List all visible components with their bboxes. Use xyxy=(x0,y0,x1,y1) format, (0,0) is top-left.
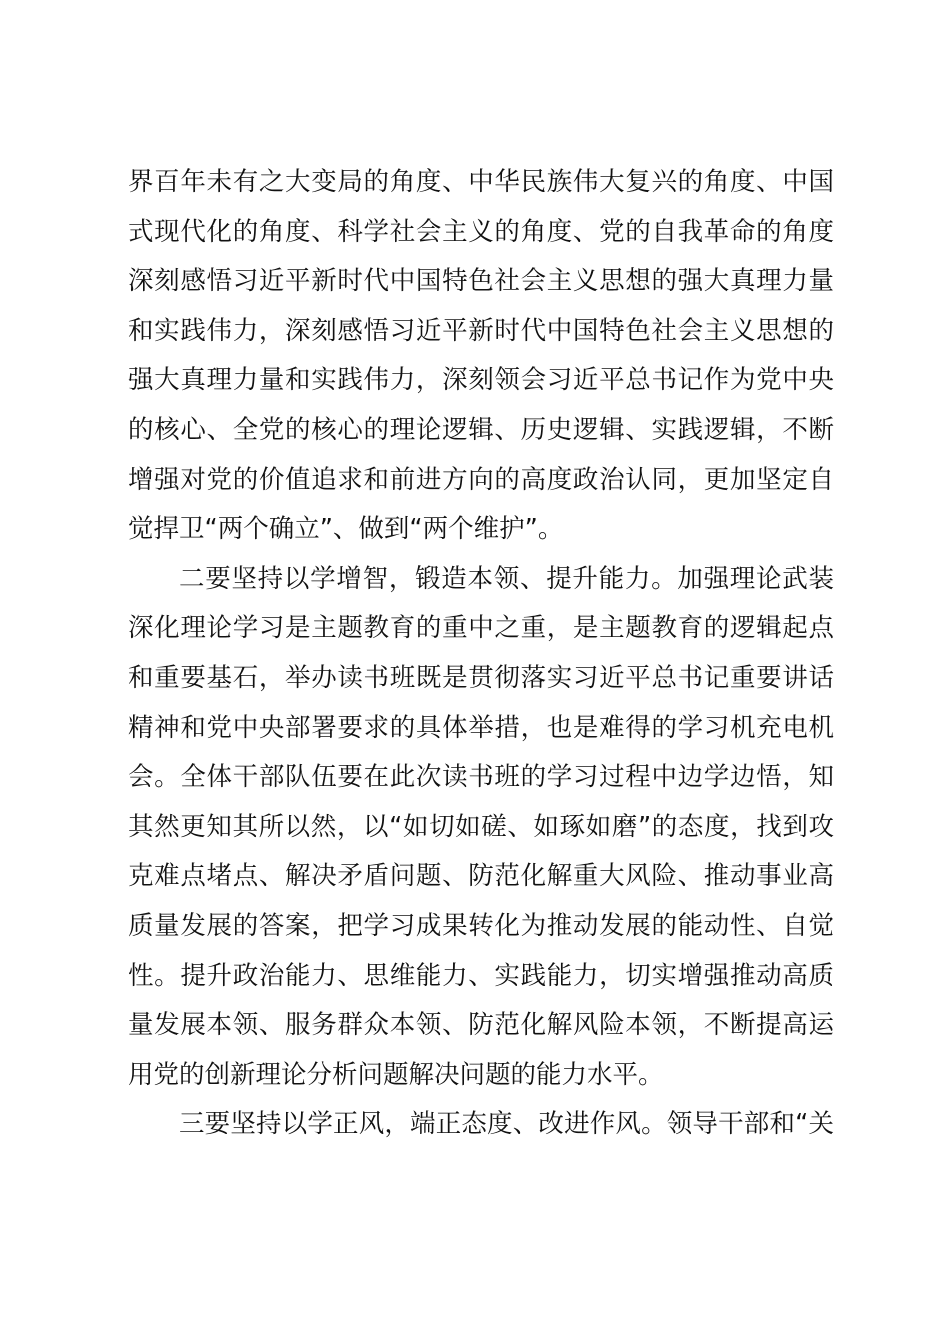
text-line: 增强对党的价值追求和前进方向的高度政治认同，更加坚定自 xyxy=(128,464,834,495)
text-line: 深化理论学习是主题教育的重中之重，是主题教育的逻辑起点 xyxy=(128,613,834,644)
text-line: 二要坚持以学增智，锻造本领、提升能力。加强理论武装 xyxy=(179,563,834,594)
text-line: 的核心、全党的核心的理论逻辑、历史逻辑、实践逻辑，不断 xyxy=(128,414,834,445)
text-line: 量发展本领、服务群众本领、防范化解风险本领，不断提高运 xyxy=(128,1010,834,1041)
document-body xyxy=(128,158,834,1150)
text-line: 精神和党中央部署要求的具体举措，也是难得的学习机充电机 xyxy=(128,712,834,743)
text-line: 克难点堵点、解决矛盾问题、防范化解重大风险、推动事业高 xyxy=(128,861,834,892)
paragraph-second-requirement xyxy=(128,555,834,1101)
text-line: 三要坚持以学正风，端正态度、改进作风。领导干部和“关 xyxy=(179,1109,834,1140)
text-line: 界百年未有之大变局的角度、中华民族伟大复兴的角度、中国 xyxy=(128,167,834,197)
text-line: 其然更知其所以然，以“如切如磋、如琢如磨”的态度，找到攻 xyxy=(128,811,834,842)
text-line: 式现代化的角度、科学社会主义的角度、党的自我革命的角度 xyxy=(128,216,834,247)
paragraph-third-requirement xyxy=(128,1100,834,1150)
text-line: 和重要基石，举办读书班既是贯彻落实习近平总书记重要讲话 xyxy=(128,662,834,693)
text-line: 质量发展的答案，把学习成果转化为推动发展的能动性、自觉 xyxy=(128,910,834,941)
text-line: 性。提升政治能力、思维能力、实践能力，切实增强推动高质 xyxy=(128,960,834,991)
text-line: 会。全体干部队伍要在此次读书班的学习过程中边学边悟，知 xyxy=(128,762,834,793)
text-line: 用党的创新理论分析问题解决问题的能力水平。 xyxy=(128,1059,664,1090)
text-line: 深刻感悟习近平新时代中国特色社会主义思想的强大真理力量 xyxy=(128,266,834,297)
text-line: 觉捍卫“两个确立”、做到“两个维护”。 xyxy=(128,514,564,545)
text-line: 强大真理力量和实践伟力，深刻领会习近平总书记作为党中央 xyxy=(128,365,834,396)
text-line: 和实践伟力，深刻感悟习近平新时代中国特色社会主义思想的 xyxy=(128,315,834,346)
paragraph-continuation xyxy=(128,158,834,555)
